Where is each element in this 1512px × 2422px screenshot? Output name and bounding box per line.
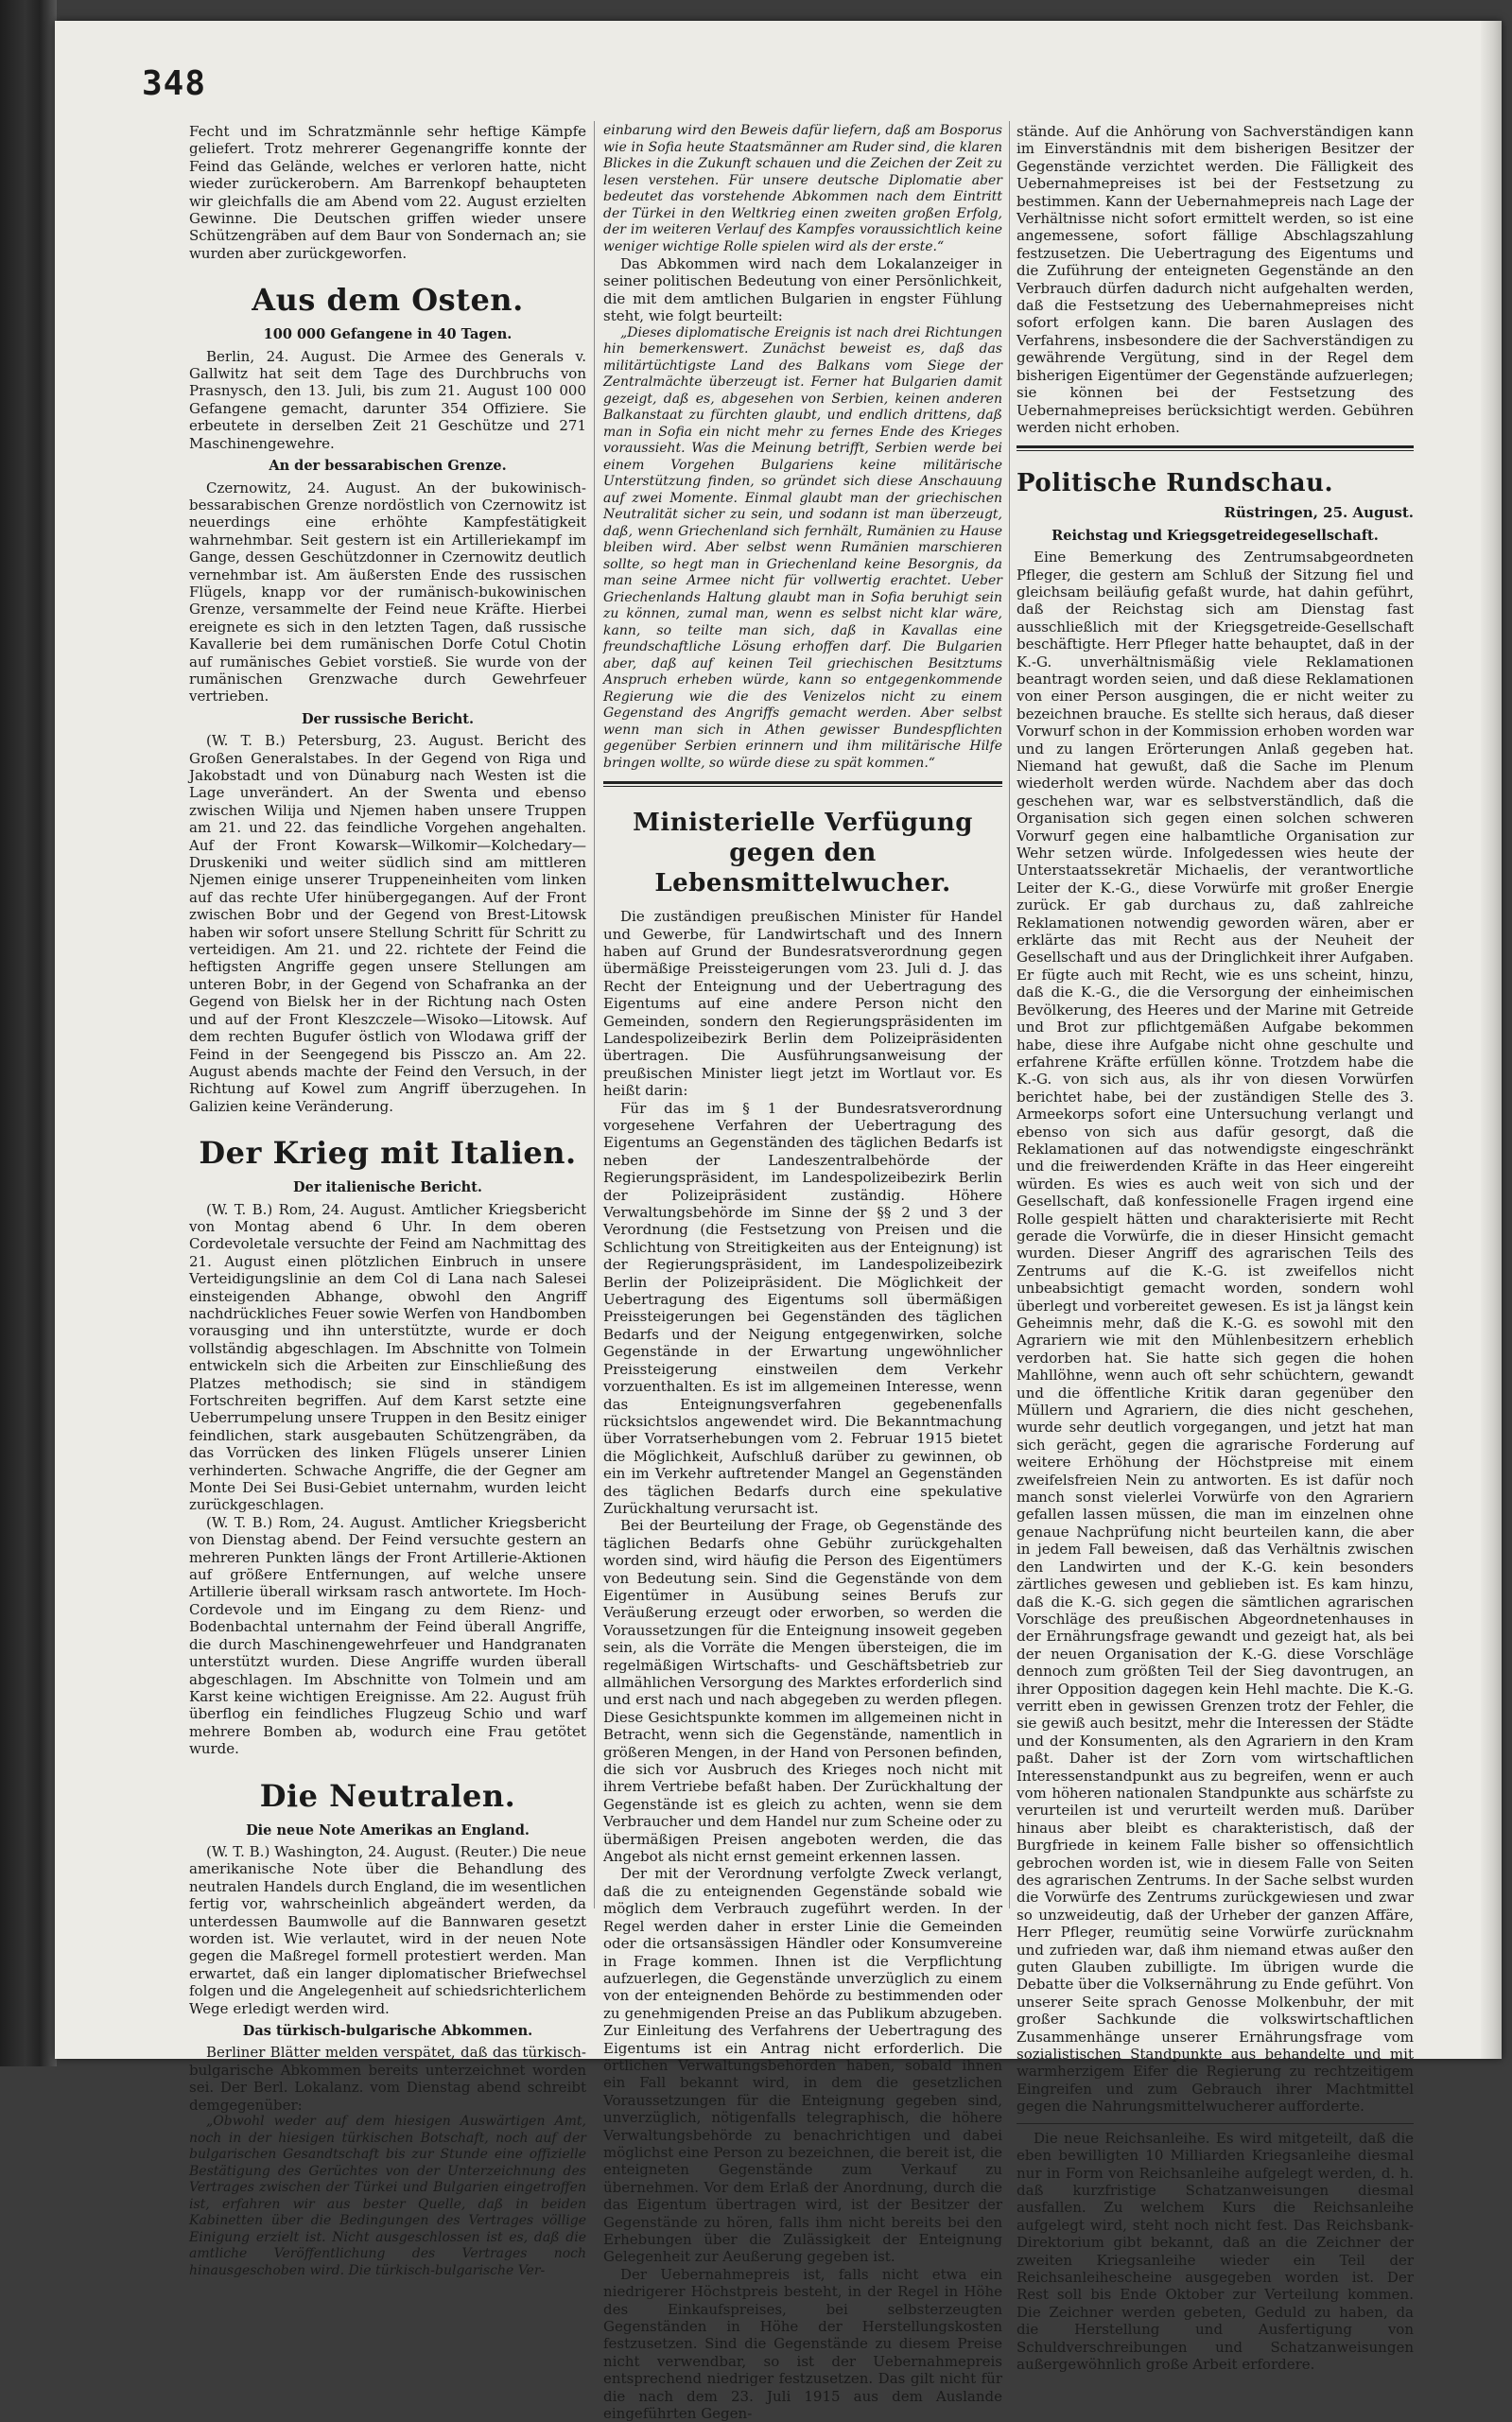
article-text: Eine Bemerkung des Zentrumsabgeordneten Pfleger, die gestern am Schluß der Sitzung fiel und gleichsam beiläufig gefaßt wurde, hat dahin geführt, daß der Reichstag sich am Dienstag fast ausschließlich mit der Kriegsgetreide-Gesellschaft beschäftigte. Herr Pfleger hatte behauptet, daß in der K.-G. unverhältnismäßig viele Reklamationen beantragt worden seien, und daß diese Reklamationen von einer Person ausgingen, die er nicht weiter zu bezeichnen brauche. Es stellte sich heraus, daß dieser Vorwurf schon in der Kommission erhoben worden war und zu langen Erörterungen Anlaß gegeben hat. Niemand hat gewußt, daß die Sache im Plenum wiederholt werden würde. Nachdem aber das doch geschehen war, war es selbstverständlich, daß die Organisation sich gegen einen solchen schweren Vorwurf gegen eine halbamtliche Organisation zur Wehr setzen würde. Infolgedessen wies heute der Unterstaatssekretär Michaelis, der verantwortliche Leiter der K.-G., diese Vorwürfe mit großer Energie zurück. Er gab durchaus zu, daß zahlreiche Reklamationen notwendig geworden wären, aber er erklärte das mit Recht aus der Neuheit der Gesellschaft und aus der Dringlichkeit ihrer Aufgaben. Er fügte auch mit Recht, wie es uns scheint, hinzu, daß die K.-G., die die Versorgung der einheimischen Bevölkerung, des Heeres und der Marine mit Getreide und Brot zur pflichtgemäßen Aufgabe bekommen habe, diese ihre Aufgabe nicht ohne geschulte und erfahrene Kräfte erfüllen könne. Trotzdem habe die K.-G. von sich aus, als ihr von diesen Vorwürfen berichtet habe, bei der zuständigen Stelle des 3. Armeekorps sofort eine Untersuchung verlangt und ebenso von sich aus dafür gesorgt, daß die Reklamationen auf das notwendigste eingeschränkt und die freiwerdenden Kräfte in das Heer eingereiht würden. Es wies es auch weit von sich und der Gesellschaft, daß konfessionelle Fragen irgend eine Rolle gespielt hätten und charakterisierte mit Recht gerade die Vorwürfe, die in dieser Hinsicht gemacht wurden. Dieser Angriff des agrarischen Teils des Zentrums auf die K.-G. ist zweifellos nicht unbeabsichtigt gemacht worden, sondern wohl überlegt und vorbereitet gewesen. Es ist ja längst kein Geheimnis mehr, daß die K.-G. es sowohl mit den Agrariern wie mit den Mühlenbesitzern erheblich verdorben hat. Sie hatte sich gegen die hohen Mahllöhne, wenn auch oft sehr schüchtern, gewandt und die öffentliche Kritik daran gegenüber den Müllern und Agrariern, die dies nicht geschehen, wurde sehr deutlich vorgegangen, und jetzt hat man sich gerächt, gegen die agrarische Forderung auf weitere Erhöhung der Höchstpreise mit einem zweifelsfreien Nein zu antworten. Es ist dafür noch manch sonst vielerlei Vorwürfe von den Agrariern gefallen lassen müssen, die man im einzelnen ohne genaue Nachprüfung nicht beurteilen kann, die aber in jedem Fall beweisen, daß das Verhältnis zwischen den Landwirten und der K.-G. kein besonders zärtliches gewesen und geblieben ist. Es kam hinzu, daß die K.-G. sich gegen die sämtlichen agrarischen Vorschläge des preußischen Abgeordnetenhauses in der Ernährungsfrage gewandt und gezeigt hat, als bei der neuen Organisation der K.-G. diese Vorschläge dennoch zum größten Teil der Sieg davontrugen, an ihrer Opposition dagegen kein Hehl machte. Die K.-G. verritt eben in gewissen Grenzen trotz der Fehler, die sie gewiß auch besitzt, mehr die Interessen der Städte und der Konsumenten, als den Agrariern in den Kram paßt. Daher ist der Zorn vom wirtschaftlichen Interessenstandpunkt aus zu begreifen, wenn er auch vom höheren nationalen Standpunkte aus schärfste zu verurteilen ist und verurteilt werden muß. Darüber hinaus aber bleibt es charakteristisch, daß der Burgfriede in keinem Falle bisher so offensichtlich gebrochen worden ist, wie in diesem Falle von Seiten des agrarischen Zentrums. In der Sache selbst wurden die Vorwürfe des Zentrums zurückgewiesen und zwar so unzweideutig, daß der Urheber der ganzen Affäre, Herr Pfleger, reumütig seine Vorwürfe zurücknahm und zufrieden war, daß ihm niemand etwas außer den guten Glauben zubilligte. Im übrigen wurde die Debatte über die Volksernährung zu Ende geführt. Von unserer Seite sprach Genosse Molkenbuhr, der mit großer Sachkunde die volkswirtschaftlichen Zusammenhänge unserer Ernährungsfrage vom sozialistischen Standpunkte aus behandelte und mit warmherzigem Eifer die Regierung zu rechtzeitigem Eingreifen und zum Gebrauch ihrer Machtmittel gegen die Nahrungsmittelwucherer aufforderte. xyxy=(1017,549,1414,2116)
subheading: Die neue Note Amerikas an England. xyxy=(246,1821,530,1838)
article-text: (W. T. B.) Rom, 24. August. Amtlicher Kriegsbericht von Dienstag abend. Der Feind versuchte gestern an mehreren Punkten längs der Front Artillerie-Aktionen auf größere Entfernungen, auf welche unsere Artillerie überall wirksam rasch antwortete. Im Hoch-Cordevole und im Eingang zu dem Rienz- und Bodenbachtal unternahm der Feind überall Angriffe, die durch Maschinengewehrfeuer und Handgranaten unterstützt wurden. Diese Angriffe wurden überall abgeschlagen. Im Abschnitte von Tolmein und am Karst keine wichtigen Ereignisse. Am 22. August früh überflog ein feindliches Flugzeug Schio und warf mehrere Bomben ab, wodurch eine Frau getötet wurde. xyxy=(189,1513,586,1758)
article-text: Fecht und im Schratzmännle sehr heftige Kämpfe geliefert. Trotz mehrerer Gegenangriffe konnte der Feind das Gelände, welches er verloren hatte, nicht wieder zurückerobern. Am Barrenkopf behaupteten wir gleichfalls die am Abend vom 22. August erzielten Gewinne. Die Deutschen griffen wieder unsere Schützengräben auf dem Baur von Sondernach an; sie wurden aber zurückgeworfen. xyxy=(189,123,586,262)
article-text: Die zuständigen preußischen Minister für Handel und Gewerbe, für Landwirtschaft und des Innern haben auf Grund der Bundesratsverordnung gegen übermäßige Preissteigerungen vom 23. Juli d. J. das Recht der Enteignung und der Uebertragung des Eigentums auf eine andere Person nicht den Gemeinden, sondern den Regierungspräsidenten im Landespolizeibezirk Berlin dem Polizeipräsidenten übertragen. Die Ausführungsanweisung der preußischen Minister liegt jetzt im Wortlaut vor. Es heißt darin: xyxy=(603,908,1002,1100)
page-number: 348 xyxy=(142,64,207,103)
dateline: Rüstringen, 25. August. xyxy=(1224,504,1414,522)
headline-italien: Der Krieg mit Italien. xyxy=(199,1135,577,1172)
section-divider xyxy=(1017,2123,1414,2124)
column-3 xyxy=(1017,123,1414,2373)
section-divider xyxy=(603,786,1002,787)
article-text: Der mit der Verordnung verfolgte Zweck verlangt, daß die zu enteignenden Gegenstände sobald wie möglich dem Verbrauch zugeführt werden. In der Regel werden daher in erster Linie die Gemeinden oder die ortsansässigen Händler oder Konsumvereine in Frage kommen. Ihnen ist die Verpflichtung aufzuerlegen, die Gegenstände unverzüglich zu einem von der enteignenden Behörde zu bestimmenden oder zu genehmigenden Preise an das Publikum abzugeben. Zur Einleitung des Verfahrens der Uebertragung des Eigentums ist ein Antrag nicht erforderlich. Die örtlichen Verwaltungsbehörden haben, sobald ihnen ein Fall bekannt wird, in dem die gesetzlichen Voraussetzungen für die Enteignung gegeben sind, unverzüglich, nötigenfalls telegraphisch, die höhere Verwaltungsbehörde zu benachrichtigen und dabei möglichst eine Person zu bezeichnen, die bereit ist, die enteigneten Gegenstände zum Verkauf zu übernehmen. Vor dem Erlaß der Anordnung, durch die das Eigentum übertragen wird, ist der Besitzer der Gegenstände zu hören, falls ihm nicht bereits bei den Erhebungen über die Zulässigkeit der Enteignung Gelegenheit zur Aeußerung gegeben ist. xyxy=(603,1865,1002,2266)
page-edge xyxy=(1481,21,1502,2059)
article-text: (W. T. B.) Petersburg, 23. August. Bericht des Großen Generalstabes. In der Gegend von Riga und Jakobstadt und von Dünaburg nach Westen ist die Lage unverändert. An der Swenta und ebenso zwischen Wilija und Njemen haben unsere Truppen am 21. und 22. das feindliche Vorgehen angehalten. Auf der Front Kowarsk—Wilkomir—Kolchedary—Druskeniki und weiter südlich sind am mittleren Njemen einige unserer Truppeneinheiten vom linken auf das rechte Ufer hinübergegangen. Auf der Front zwischen Bobr und der Gegend von Brest-Litowsk haben wir sofort unsere Stellung Schritt für Schritt zu verteidigen. Am 21. und 22. richtete der Feind die heftigsten Angriffe gegen unsere Stellungen am unteren Bobr, in der Gegend von Schafranka an der Gegend von Bielsk her in der Richtung nach Osten und auf der Front Kleszczele—Wisoko—Litowsk. Auf dem rechten Bugufer östlich von Wlodawa griff der Feind in der Seengegend bis Pissczo an. Am 22. August abends machte der Feind den Versuch, in der Richtung auf Kowel zum Angriff überzugehen. In Galizien keine Veränderung. xyxy=(189,732,586,1115)
column-2 xyxy=(603,123,1002,2422)
column-rule xyxy=(594,121,595,1908)
article-text: (W. T. B.) Washington, 24. August. (Reuter.) Die neue amerikanische Note über die Behandlung des neutralen Handels durch England, die im wesentlichen fertig vor, wahrscheinlich abgeändert werden, da unterdessen Baumwolle auf die Bannwaren gesetzt worden ist. Wie verlautet, wird in der neuen Note gegen die Maßregel formell protestiert werden. Man erwartet, daß ein langer diplomatischer Briefwechsel folgen und die Angelegenheit auf schiedsrichterlichem Wege erledigt werden wird. xyxy=(189,1842,586,2017)
article-text: Für das im § 1 der Bundesratsverordnung vorgesehene Verfahren der Uebertragung des Eigentums an Gegenständen des täglichen Bedarfs ist neben der Landeszentralbehörde der Regierungspräsident, im Landespolizeibezirk Berlin der Polizeipräsident zuständig. Höhere Verwaltungsbehörde im Sinne der §§ 2 und 3 der Verordnung (die Festsetzung von Preisen und die Schlichtung von Streitigkeiten aus der Enteignung) ist der Regierungspräsident, im Landespolizeibezirk Berlin der Polizeipräsident. Die Möglichkeit der Uebertragung des Eigentums soll übermäßigen Preissteigerungen bei Gegenständen des täglichen Bedarfs und der Neigung entgegenwirken, solche Gegenstände in der Erwartung ungewöhnlicher Preissteigerung einstweilen dem Verkehr vorzuenthalten. Es ist im allgemeinen Interesse, wenn das Enteignungsverfahren gegebenenfalls rücksichtslos angewendet wird. Die Bekanntmachung über Vorratserhebungen vom 2. Februar 1915 bietet die Möglichkeit, Aufschluß darüber zu gewinnen, ob ein im Verkehr auftretender Mangel an Gegenständen des täglichen Bedarfs durch eine spekulative Zurückhaltung verursacht ist. xyxy=(603,1099,1002,1517)
article-text: Bei der Beurteilung der Frage, ob Gegenstände des täglichen Bedarfs ohne Gebühr zurückgehalten worden sind, wird häufig die Person des Eigentümers von Bedeutung sein. Sind die Gegenstände von dem Eigentümer in Ausübung seines Berufs zur Veräußerung erzeugt oder erworben, so werden die Voraussetzungen für die Enteignung insoweit gegeben sein, als die Vorräte die Mengen übersteigen, die im regelmäßigen Wirtschafts- und Geschäftsbetrieb zur allmählichen Versorgung des Marktes erforderlich sind und erst nach und nach abgegeben zu werden pflegen. Diese Gesichtspunkte kommen im allgemeinen nicht in Betracht, wenn sich die Gegenstände, namentlich in größeren Mengen, in der Hand von Personen befinden, die sich vor Ausbruch des Krieges noch nicht mit ihrem Vertriebe befaßt haben. Der Zurückhaltung der Gegenstände ist es gleich zu achten, wenn sie dem Verbraucher und dem Handel nur zum Scheine oder zu übermäßigen Preisen angeboten werden, die das Angebot als nicht ernst gemeint erkennen lassen. xyxy=(603,1517,1002,1866)
subheading: Das türkisch-bulgarische Abkommen. xyxy=(242,2023,533,2039)
headline-neutralen: Die Neutralen. xyxy=(259,1777,516,1814)
section-divider xyxy=(1017,445,1414,448)
subheading: 100 000 Gefangene in 40 Tagen. xyxy=(263,326,513,343)
article-text: (W. T. B.) Rom, 24. August. Amtlicher Kriegsbericht von Montag abend 6 Uhr. In dem oberen Cordevoletale versuchte der Feind am Nachmittag des 21. August einen plötzlichen Einbruch in unsere Verteidigungslinie an dem Col di Lana nach Salesei einsteigenden Abhange, obwohl den Angriff nachdrückliches Feuer sowie Werfen von Handbomben vorausging und ihn unterstützte, wurde er doch vollständig abgeschlagen. Im Abschnitte von Tolmein entwickeln sich die Arbeiten zur Einschließung des Platzes methodisch; sie sind in ständigem Fortschreiten begriffen. Auf dem Karst setzte eine Ueberrumpelung unsere Truppen in den Besitz einiger feindlichen, stark ausgebauten Schützengräben, da das Vorrücken des linken Flügels unserer Linien verhinderten. Schwache Angriffe, die der Gegner am Monte Dei Sei Busi-Gebiet unternahm, wurden leicht zurückgeschlagen. xyxy=(189,1200,586,1514)
article-text: Der Uebernahmepreis ist, falls nicht etwa ein niedrigerer Höchstpreis besteht, in der Regel in Höhe des Einkaufspreises, bei selbsterzeugten Gegenständen in Höhe der Herstellungskosten festzusetzen. Sind die Gegenstände zu diesem Preise nicht verwendbar, so ist der Uebernahmepreis entsprechend niedriger festzusetzen. Das gilt nicht für die nach dem 23. Juli 1915 aus dem Auslande eingeführten Gegen- xyxy=(603,2265,1002,2422)
section-divider xyxy=(1017,450,1414,451)
headline-osten: Aus dem Osten. xyxy=(252,282,524,319)
article-text: stände. Auf die Anhörung von Sachverständigen kann im Einverständnis mit dem bisherigen Besitzer der Gegenstände verzichtet werden. Die Fälligkeit des Uebernahmepreises ist bei der Festsetzung zu bestimmen. Kann der Uebernahmepreis nach Lage der Verhältnisse nicht sofort ermittelt werden, so ist eine angemessene, sofort fällige Abschlagszahlung festzusetzen. Die Uebertragung des Eigentums und die Zuführung der enteigneten Gegenstände an den Verbrauch dürfen dadurch nicht aufgehalten werden, daß die Festsetzung des Uebernahmepreises nicht sofort erfolgen kann. Die baren Auslagen des Verfahrens, insbesondere die der Sachverständigen zu gewährende Vergütung, sind in der Regel dem bisherigen Eigentümer der Gegenstände aufzuerlegen; sie können bei der Festsetzung des Uebernahmepreises berücksichtigt werden. Gebühren werden nicht erhoben. xyxy=(1017,123,1414,436)
article-text: Berliner Blätter melden verspätet, daß das türkisch-bulgarische Abkommen bereits unterzeichnet worden sei. Der Berl. Lokalanz. vom Dienstag abend schreibt demgegenüber: xyxy=(189,2044,586,2114)
headline-ministerielle-verfuegung: Ministerielle Verfügung gegen den Lebensmittelwucher. xyxy=(633,809,973,898)
quote-text: „Obwohl weder auf dem hiesigen Auswärtigen Amt, noch in der hiesigen türkischen Botschaft, noch auf der bulgarischen Gesandtschaft bis zur Stunde eine offizielle Bestätigung des Gerüchtes von der Unterzeichnung des Vertrages zwischen der Türkei und Bulgarien eingetroffen ist, erfahren wir aus bester Quelle, daß in beiden Kabinetten über die Bedingungen des Vertrages völlige Einigung erzielt ist. Nicht ausgeschlossen ist es, daß die amtliche Veröffentlichung des Vertrages noch hinausgeschoben wird. Die türkisch-bulgarische Ver- xyxy=(189,2114,586,2278)
article-text: Czernowitz, 24. August. An der bukowinisch-bessarabischen Grenze nordöstlich von Czernowitz ist neuerdings eine erhöhte Kampfestätigkeit wahrnehmbar. Seit gestern ist ein Artilleriekampf im Gange, dessen Geschützdonner in Czernowitz deutlich vernehmbar ist. Am äußersten Ende des russischen Flügels, knapp vor der rumänisch-bukowinischen Grenze, versammelte der Feind neue Kräfte. Hierbei ereignete es sich in den letzten Tagen, daß russische Kavallerie bei dem rumänischen Dorfe Cotul Chotin auf rumänisches Gebiet vorstieß. Sie wurde von der rumänischen Grenzwache durch Gewehrfeuer vertrieben. xyxy=(189,479,586,706)
section-divider xyxy=(603,781,1002,784)
article-text: Berlin, 24. August. Die Armee des Generals v. Gallwitz hat seit dem Tage des Durchbruchs von Prasnysch, den 13. Juli, bis zum 21. August 100 000 Gefangene gemacht, darunter 354 Offiziere. Sie erbeutete in derselben Zeit 21 Geschütze und 271 Maschinengewehre. xyxy=(189,347,586,452)
article-text: Die neue Reichsanleihe. Es wird mitgeteilt, daß die eben bewilligten 10 Milliarden Kriegsanleihe diesmal nur in Form von Reichsanleihe aufgelegt werden, d. h. daß kurzfristige Schatzanweisungen diesmal ausfallen. Zu welchem Kurs die Reichsanleihe aufgelegt wird, steht noch nicht fest. Das Reichsbank-Direktorium gibt bekannt, daß an die Zeichner der zweiten Kriegsanleihe wieder ein Teil der Reichsanleihescheine ausgegeben worden ist. Der Rest soll bis Ende Oktober zur Verteilung kommen. Die Zeichner werden gebeten, Geduld zu haben, da die Herstellung und Ausfertigung von Schuldverschreibungen und Schatzanweisungen außergewöhnlich große Arbeit erfordere. xyxy=(1017,2129,1414,2373)
book-binding xyxy=(0,0,57,2066)
article-text: Das Abkommen wird nach dem Lokalanzeiger in seiner politischen Bedeutung von einer Persönlichkeit, die mit dem amtlichen Bulgarien in engster Fühlung steht, wie folgt beurteilt: xyxy=(603,255,1002,325)
quote-text: „Dieses diplomatische Ereignis ist nach drei Richtungen hin bemerkenswert. Zunächst beweist es, daß das militärtüchtigste Land des Balkans vom Siege der Zentralmächte überzeugt ist. Ferner hat Bulgarien damit gezeigt, daß es, abgesehen von Serbien, keinen anderen Balkanstaat zu fürchten glaubt, und endlich drittens, daß man in Sofia ein nicht mehr zu fernes Ende des Krieges voraussieht. Was die Meinung betrifft, Serbien werde bei einem Vorgehen Bulgariens keine militärische Unterstützung finden, so gründet sich diese Anschauung auf zwei Momente. Einmal glaubt man der griechischen Neutralität sicher zu sein, und sodann ist man überzeugt, daß, wenn Griechenland sich fernhält, Rumänien zu Hause bleiben wird. Aber selbst wenn Rumänien marschieren sollte, so hegt man in Griechenland keine Besorgnis, da man seine Armee nicht für vollwertig erachtet. Ueber Griechenlands Haltung glaubt man in Sofia beruhigt sein zu können, zumal man, wenn es selbst nicht klar wäre, kann, so teilte man sich, daß in Kavallas eine freundschaftliche Lösung erhoffen darf. Die Bulgarien aber, daß auf keinen Teil griechischen Besitztums Anspruch erheben würde, kann so entgegenkommende Regierung wie die des Venizelos nicht zu einem Gegenstand des Angriffs gemacht werden. Aber selbst wenn man sich in Athen gewisser Bundespflichten gegenüber Serbien erinnern und ihm militärische Hilfe bringen wollte, so würde diese zu spät kommen.“ xyxy=(603,324,1002,771)
column-rule xyxy=(1009,121,1010,1908)
subheading: Der russische Bericht. xyxy=(301,710,475,727)
subheading: An der bessarabischen Grenze. xyxy=(269,458,507,475)
headline-politische-rundschau: Politische Rundschau. xyxy=(1017,469,1334,498)
column-1 xyxy=(189,123,586,2279)
subheading: Reichstag und Kriegsgetreidegesellschaft. xyxy=(1051,527,1379,544)
quote-text: einbarung wird den Beweis dafür liefern, daß am Bosporus wie in Sofia heute Staatsmänner am Ruder sind, die klaren Blickes in die Zukunft schauen und die Zeichen der Zeit zu lesen verstehen. Für unsere deutsche Diplomatie aber bedeutet das vorstehende Abkommen nach dem Eintritt der Türkei in den Weltkrieg einen zweiten großen Erfolg, der im weiteren Verlauf des Kampfes voraussichtlich keine weniger wichtige Rolle spielen wird als der erste.“ xyxy=(603,123,1002,254)
subheading: Der italienische Bericht. xyxy=(293,1179,482,1196)
